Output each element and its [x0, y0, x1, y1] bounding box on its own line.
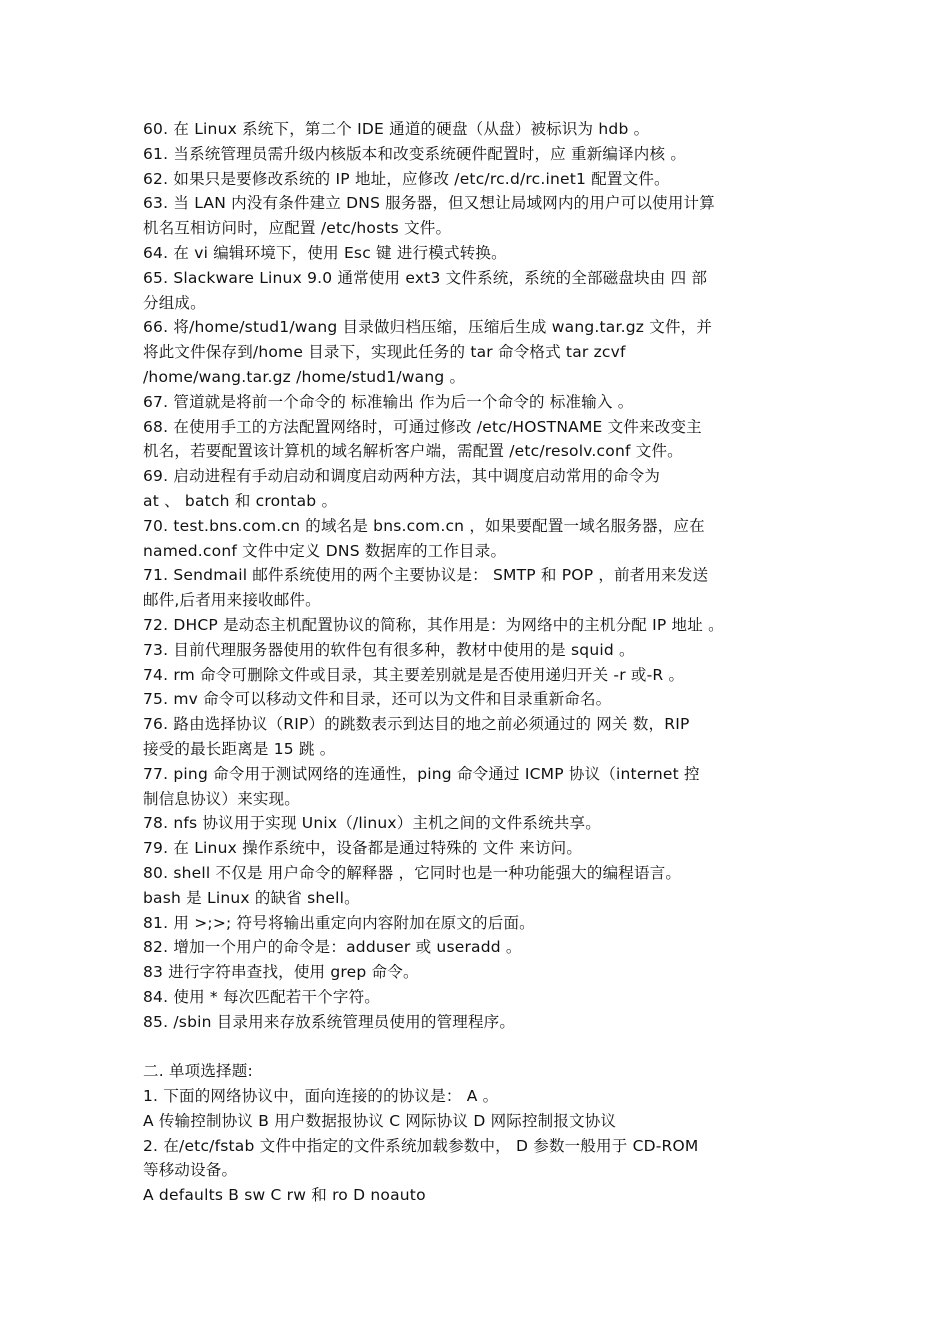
text-line: 72. DHCP 是动态主机配置协议的简称，其作用是：为网络中的主机分配 IP 地址 。: [143, 615, 724, 634]
text-line: 邮件,后者用来接收邮件。: [143, 591, 321, 610]
document-body: [143, 117, 811, 1208]
text-line: 71. Sendmail 邮件系统使用的两个主要协议是： SMTP 和 POP ，前者用来发送: [143, 566, 709, 585]
text-line: 78. nfs 协议用于实现 Unix（/linux）主机之间的文件系统共享。: [143, 814, 601, 833]
text-line: 机名互相访问时，应配置 /etc/hosts 文件。: [143, 219, 452, 238]
text-line: 2. 在/etc/fstab 文件中指定的文件系统加载参数中， D 参数一般用于 CD-ROM: [143, 1136, 699, 1155]
text-line: 68. 在使用手工的方法配置网络时，可通过修改 /etc/HOSTNAME 文件来改变主: [143, 417, 702, 436]
text-line: bash 是 Linux 的缺省 shell。: [143, 888, 360, 907]
text-line: 76. 路由选择协议（RIP）的跳数表示到达目的地之前必须通过的 网关 数，RIP: [143, 715, 690, 734]
text-line: 61. 当系统管理员需升级内核版本和改变系统硬件配置时，应 重新编译内核 。: [143, 144, 687, 163]
text-line: 69. 启动进程有手动启动和调度启动两种方法，其中调度启动常用的命令为: [143, 467, 661, 486]
text-line: 82. 增加一个用户的命令是：adduser 或 useradd 。: [143, 938, 522, 957]
section-heading: 二. 单项选择题:: [143, 1062, 253, 1081]
text-line: at 、 batch 和 crontab 。: [143, 491, 338, 510]
text-line: 74. rm 命令可删除文件或目录，其主要差别就是是否使用递归开关 -r 或-R 。: [143, 665, 685, 684]
text-line: 84. 使用 * 每次匹配若干个字符。: [143, 987, 380, 1006]
text-line: 65. Slackware Linux 9.0 通常使用 ext3 文件系统，系统的全部磁盘块由 四 部: [143, 268, 708, 287]
text-line: /home/wang.tar.gz /home/stud1/wang 。: [143, 367, 466, 386]
text-line: 63. 当 LAN 内没有条件建立 DNS 服务器，但又想让局域网内的用户可以使用计算: [143, 194, 715, 213]
blank-line: [143, 1034, 811, 1059]
text-line: 62. 如果只是要修改系统的 IP 地址，应修改 /etc/rc.d/rc.inet1 配置文件。: [143, 169, 670, 188]
text-line: 83 进行字符串查找，使用 grep 命令。: [143, 963, 419, 982]
text-line: 制信息协议）来实现。: [143, 789, 301, 808]
text-line: A defaults B sw C rw 和 ro D noauto: [143, 1186, 426, 1205]
text-line: 接受的最长距离是 15 跳 。: [143, 739, 336, 758]
text-line: 67. 管道就是将前一个命令的 标准输出 作为后一个命令的 标准输入 。: [143, 392, 634, 411]
text-line: 75. mv 命令可以移动文件和目录，还可以为文件和目录重新命名。: [143, 690, 612, 709]
text-line: 机名，若要配置该计算机的域名解析客户端，需配置 /etc/resolv.conf 文件。: [143, 442, 683, 461]
text-line: 1. 下面的网络协议中，面向连接的的协议是： A 。: [143, 1087, 499, 1106]
text-line: 70. test.bns.com.cn 的域名是 bns.com.cn ，如果要配置一域名服务器，应在: [143, 516, 705, 535]
text-line: 80. shell 不仅是 用户命令的解释器 ，它同时也是一种功能强大的编程语言。: [143, 863, 682, 882]
text-line: 64. 在 vi 编辑环境下，使用 Esc 键 进行模式转换。: [143, 243, 507, 262]
text-line: 等移动设备。: [143, 1161, 238, 1180]
text-line: A 传输控制协议 B 用户数据报协议 C 网际协议 D 网际控制报文协议: [143, 1111, 617, 1130]
text-line: 81. 用 >;>; 符号将输出重定向内容附加在原文的后面。: [143, 913, 535, 932]
text-line: 66. 将/home/stud1/wang 目录做归档压缩，压缩后生成 wang.tar.gz 文件，并: [143, 318, 713, 337]
text-line: 将此文件保存到/home 目录下，实现此任务的 tar 命令格式 tar zcvf: [143, 343, 626, 362]
text-line: 分组成。: [143, 293, 206, 312]
text-line: 79. 在 Linux 操作系统中，设备都是通过特殊的 文件 来访问。: [143, 839, 583, 858]
text-line: 73. 目前代理服务器使用的软件包有很多种，教材中使用的是 squid 。: [143, 640, 635, 659]
text-line: 85. /sbin 目录用来存放系统管理员使用的管理程序。: [143, 1012, 516, 1031]
text-line: named.conf 文件中定义 DNS 数据库的工作目录。: [143, 541, 507, 560]
text-line: 77. ping 命令用于测试网络的连通性，ping 命令通过 ICMP 协议（internet 控: [143, 764, 700, 783]
text-line: 60. 在 Linux 系统下，第二个 IDE 通道的硬盘（从盘）被标识为 hdb 。: [143, 120, 650, 138]
